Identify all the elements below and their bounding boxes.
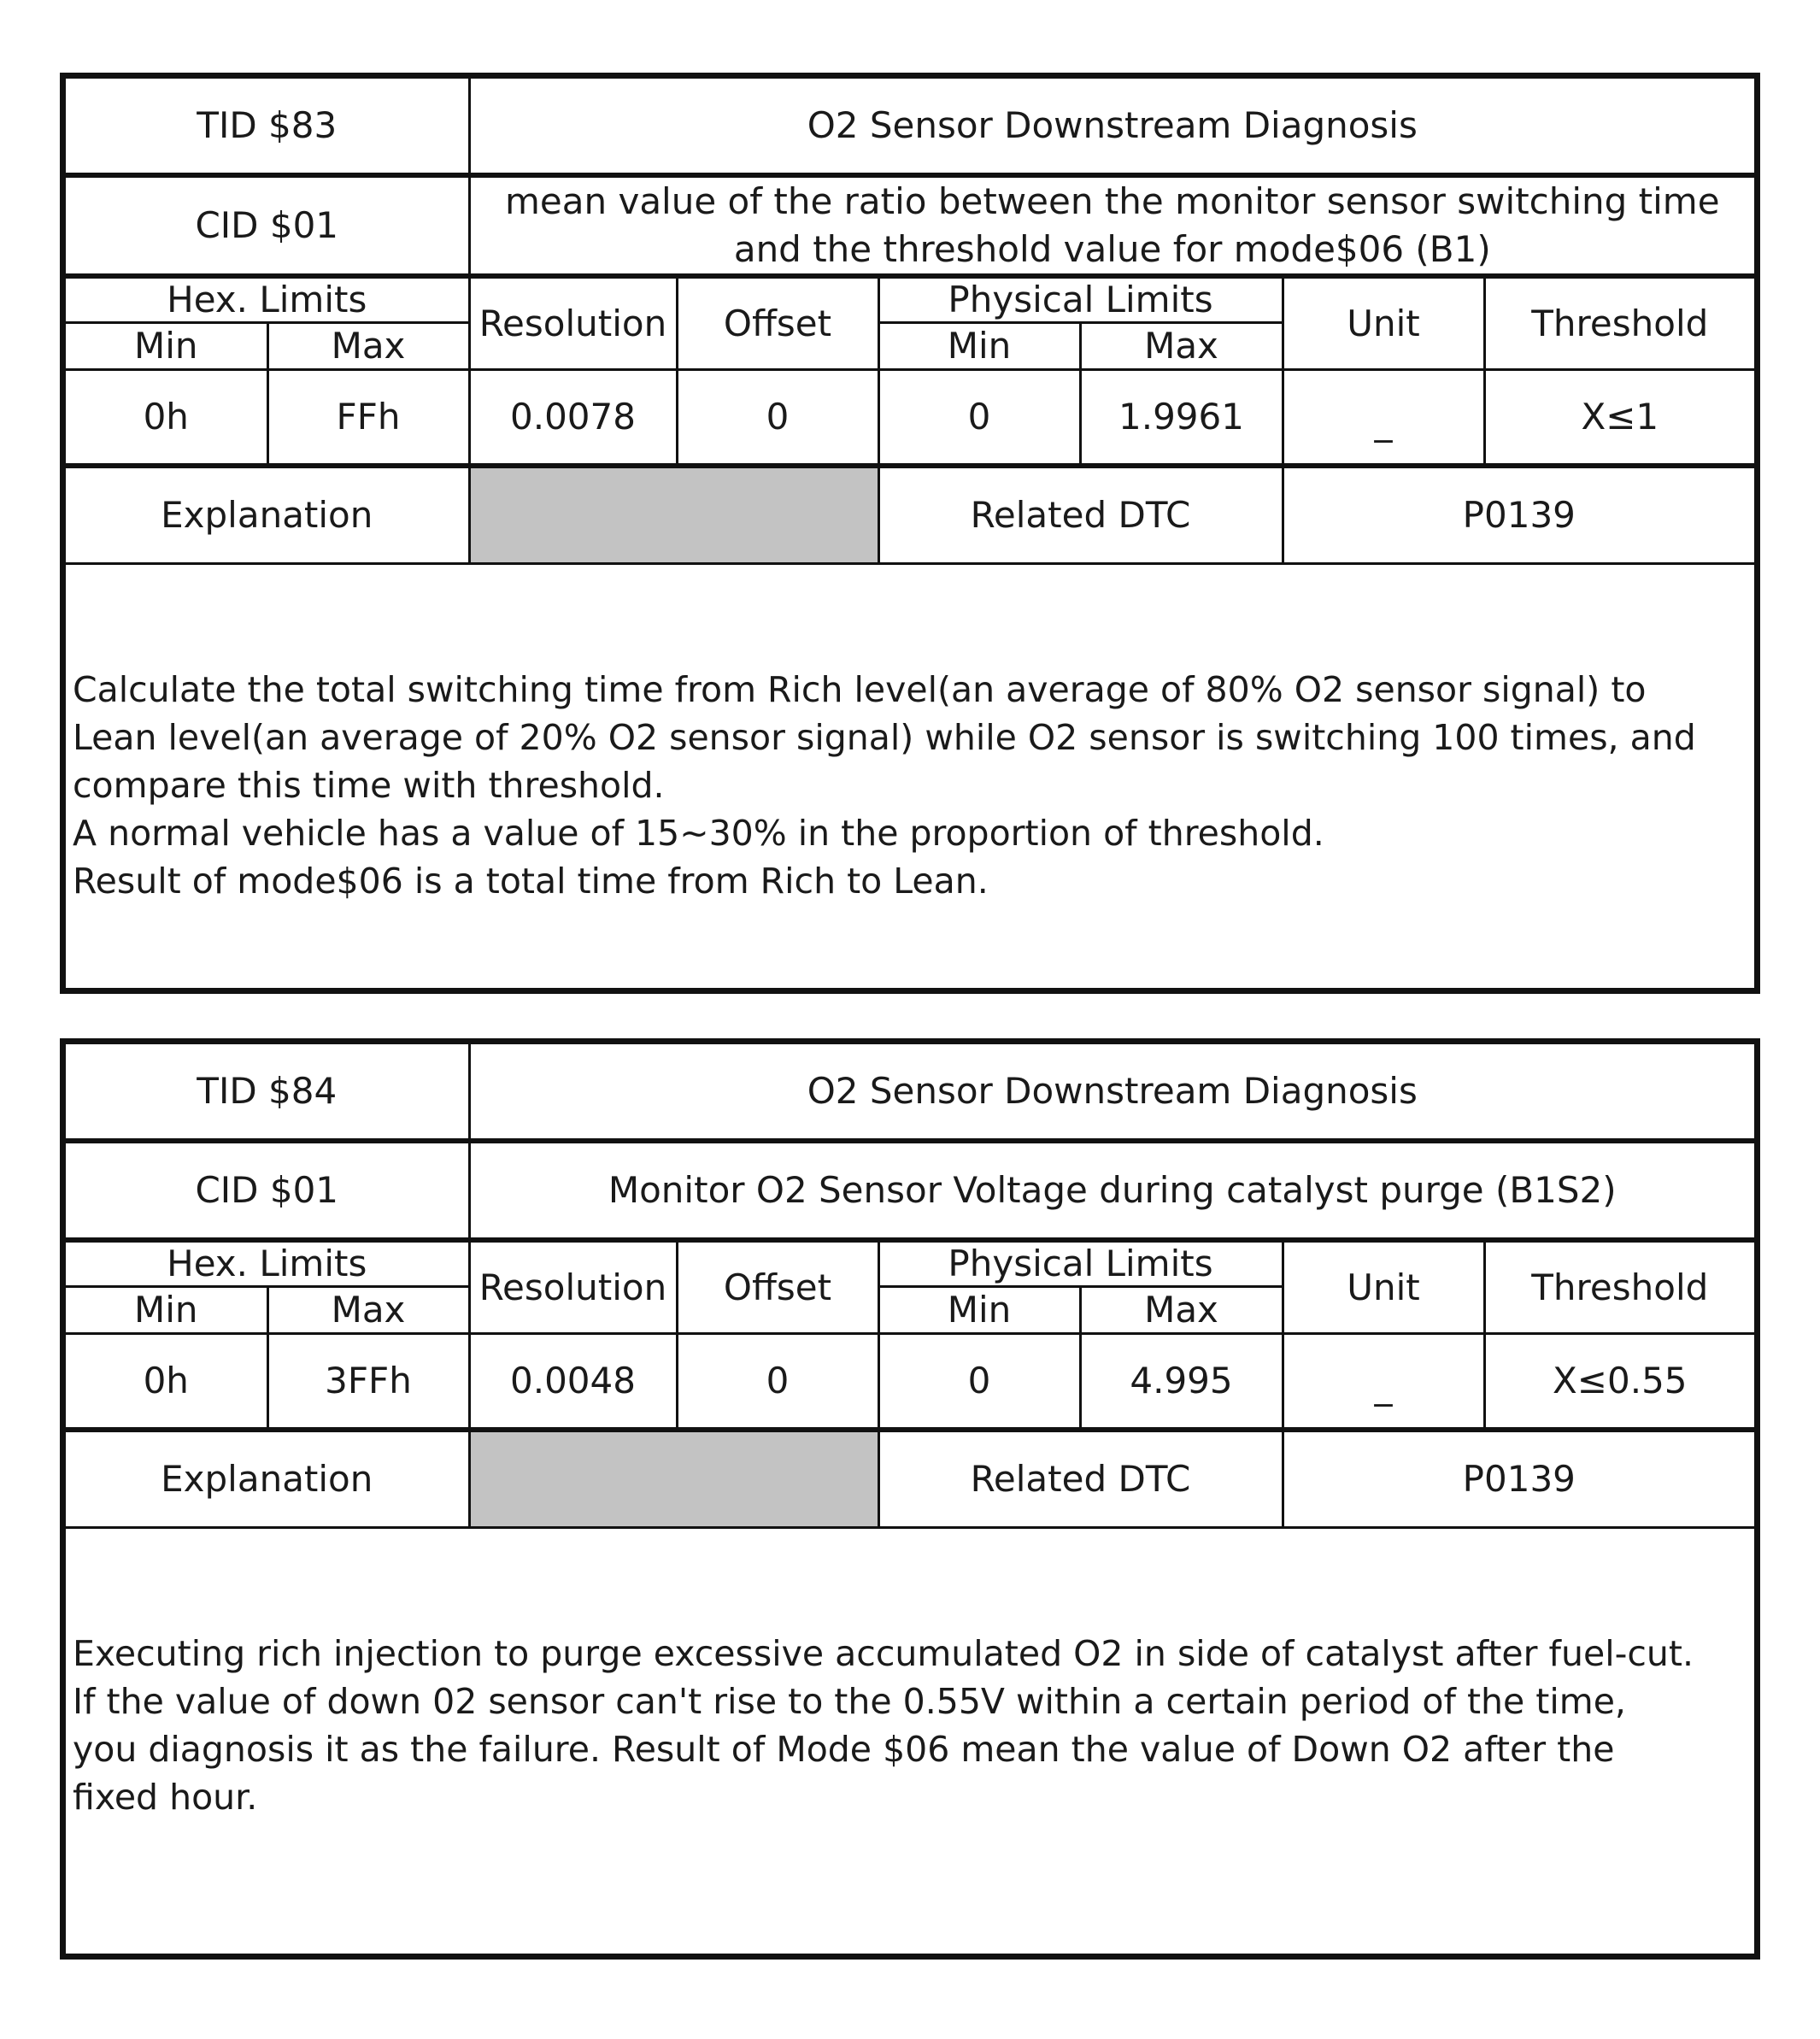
unit-value-text: _ bbox=[1374, 1365, 1393, 1407]
threshold-value: X≤0.55 bbox=[1484, 1334, 1754, 1431]
physical-limits-header: Physical Limits bbox=[878, 1240, 1283, 1287]
related-dtc-value: P0139 bbox=[1283, 466, 1754, 564]
phys-max-value: 4.995 bbox=[1080, 1334, 1283, 1431]
resolution-header: Resolution bbox=[469, 1240, 677, 1334]
phys-max-header: Max bbox=[1080, 1287, 1283, 1334]
tid-83-spec-table bbox=[66, 79, 1754, 905]
unit-value bbox=[1283, 1334, 1484, 1431]
unit-value bbox=[1283, 370, 1484, 467]
tid-84-spec-block bbox=[60, 1038, 1760, 1960]
tid-83-spec-block bbox=[60, 73, 1760, 994]
cid-description: Monitor O2 Sensor Voltage during catalyst purge (B1S2) bbox=[469, 1141, 1754, 1240]
explanation-line: Result of mode$06 is a total time from Rich to Lean. bbox=[73, 861, 989, 902]
resolution-header: Resolution bbox=[469, 276, 677, 370]
hex-min-header: Min bbox=[66, 323, 267, 370]
hex-min-header: Min bbox=[66, 1287, 267, 1334]
threshold-value: X≤1 bbox=[1484, 370, 1754, 467]
explanation-line: A normal vehicle has a value of 15~30% in the proportion of threshold. bbox=[73, 813, 1324, 854]
offset-value: 0 bbox=[677, 370, 878, 467]
explanation-text bbox=[66, 1529, 1754, 1821]
phys-min-header: Min bbox=[878, 323, 1080, 370]
tid-label: TID $84 bbox=[66, 1044, 469, 1141]
explanation-line: Lean level(an average of 20% O2 sensor signal) while O2 sensor is switching 100 times, and bbox=[73, 717, 1696, 758]
related-dtc-label: Related DTC bbox=[878, 466, 1283, 564]
offset-header: Offset bbox=[677, 1240, 878, 1334]
hex-min-value: 0h bbox=[66, 370, 267, 467]
unit-header: Unit bbox=[1283, 276, 1484, 370]
hex-max-value: 3FFh bbox=[267, 1334, 469, 1431]
tid-84-spec-table bbox=[66, 1044, 1754, 1821]
hex-max-header: Max bbox=[267, 323, 469, 370]
hex-max-header: Max bbox=[267, 1287, 469, 1334]
cid-description: mean value of the ratio between the monitor sensor switching time and the threshold value for mode$06 (B1) bbox=[469, 175, 1754, 276]
phys-max-value: 1.9961 bbox=[1080, 370, 1283, 467]
explanation-label: Explanation bbox=[66, 466, 469, 564]
resolution-value: 0.0048 bbox=[469, 1334, 677, 1431]
explanation-grey-cell bbox=[469, 1430, 878, 1528]
explanation-body bbox=[66, 1528, 1754, 1822]
explanation-text bbox=[66, 565, 1754, 905]
explanation-line: Calculate the total switching time from Rich level(an average of 80% O2 sensor signal) to bbox=[73, 669, 1647, 710]
test-name: O2 Sensor Downstream Diagnosis bbox=[469, 1044, 1754, 1141]
offset-header: Offset bbox=[677, 276, 878, 370]
explanation-line: you diagnosis it as the failure. Result of Mode $06 mean the value of Down O2 after the bbox=[73, 1729, 1615, 1770]
phys-min-header: Min bbox=[878, 1287, 1080, 1334]
explanation-line: Executing rich injection to purge excessive accumulated O2 in side of catalyst after fuel-cut. bbox=[73, 1633, 1694, 1674]
explanation-line: compare this time with threshold. bbox=[73, 765, 665, 806]
explanation-body bbox=[66, 564, 1754, 906]
phys-min-value: 0 bbox=[878, 1334, 1080, 1431]
threshold-header: Threshold bbox=[1484, 276, 1754, 370]
phys-min-value: 0 bbox=[878, 370, 1080, 467]
resolution-value: 0.0078 bbox=[469, 370, 677, 467]
test-name: O2 Sensor Downstream Diagnosis bbox=[469, 79, 1754, 175]
hex-limits-header: Hex. Limits bbox=[66, 1240, 469, 1287]
offset-value: 0 bbox=[677, 1334, 878, 1431]
explanation-label: Explanation bbox=[66, 1430, 469, 1528]
unit-value-text: _ bbox=[1374, 401, 1393, 443]
explanation-line: fixed hour. bbox=[73, 1777, 258, 1818]
related-dtc-label: Related DTC bbox=[878, 1430, 1283, 1528]
cid-label: CID $01 bbox=[66, 1141, 469, 1240]
related-dtc-value: P0139 bbox=[1283, 1430, 1754, 1528]
tid-label: TID $83 bbox=[66, 79, 469, 175]
hex-max-value: FFh bbox=[267, 370, 469, 467]
phys-max-header: Max bbox=[1080, 323, 1283, 370]
explanation-grey-cell bbox=[469, 466, 878, 564]
cid-label: CID $01 bbox=[66, 175, 469, 276]
threshold-header: Threshold bbox=[1484, 1240, 1754, 1334]
unit-header: Unit bbox=[1283, 1240, 1484, 1334]
explanation-line: If the value of down 02 sensor can't rise to the 0.55V within a certain period of the time, bbox=[73, 1681, 1626, 1722]
physical-limits-header: Physical Limits bbox=[878, 276, 1283, 323]
hex-min-value: 0h bbox=[66, 1334, 267, 1431]
hex-limits-header: Hex. Limits bbox=[66, 276, 469, 323]
